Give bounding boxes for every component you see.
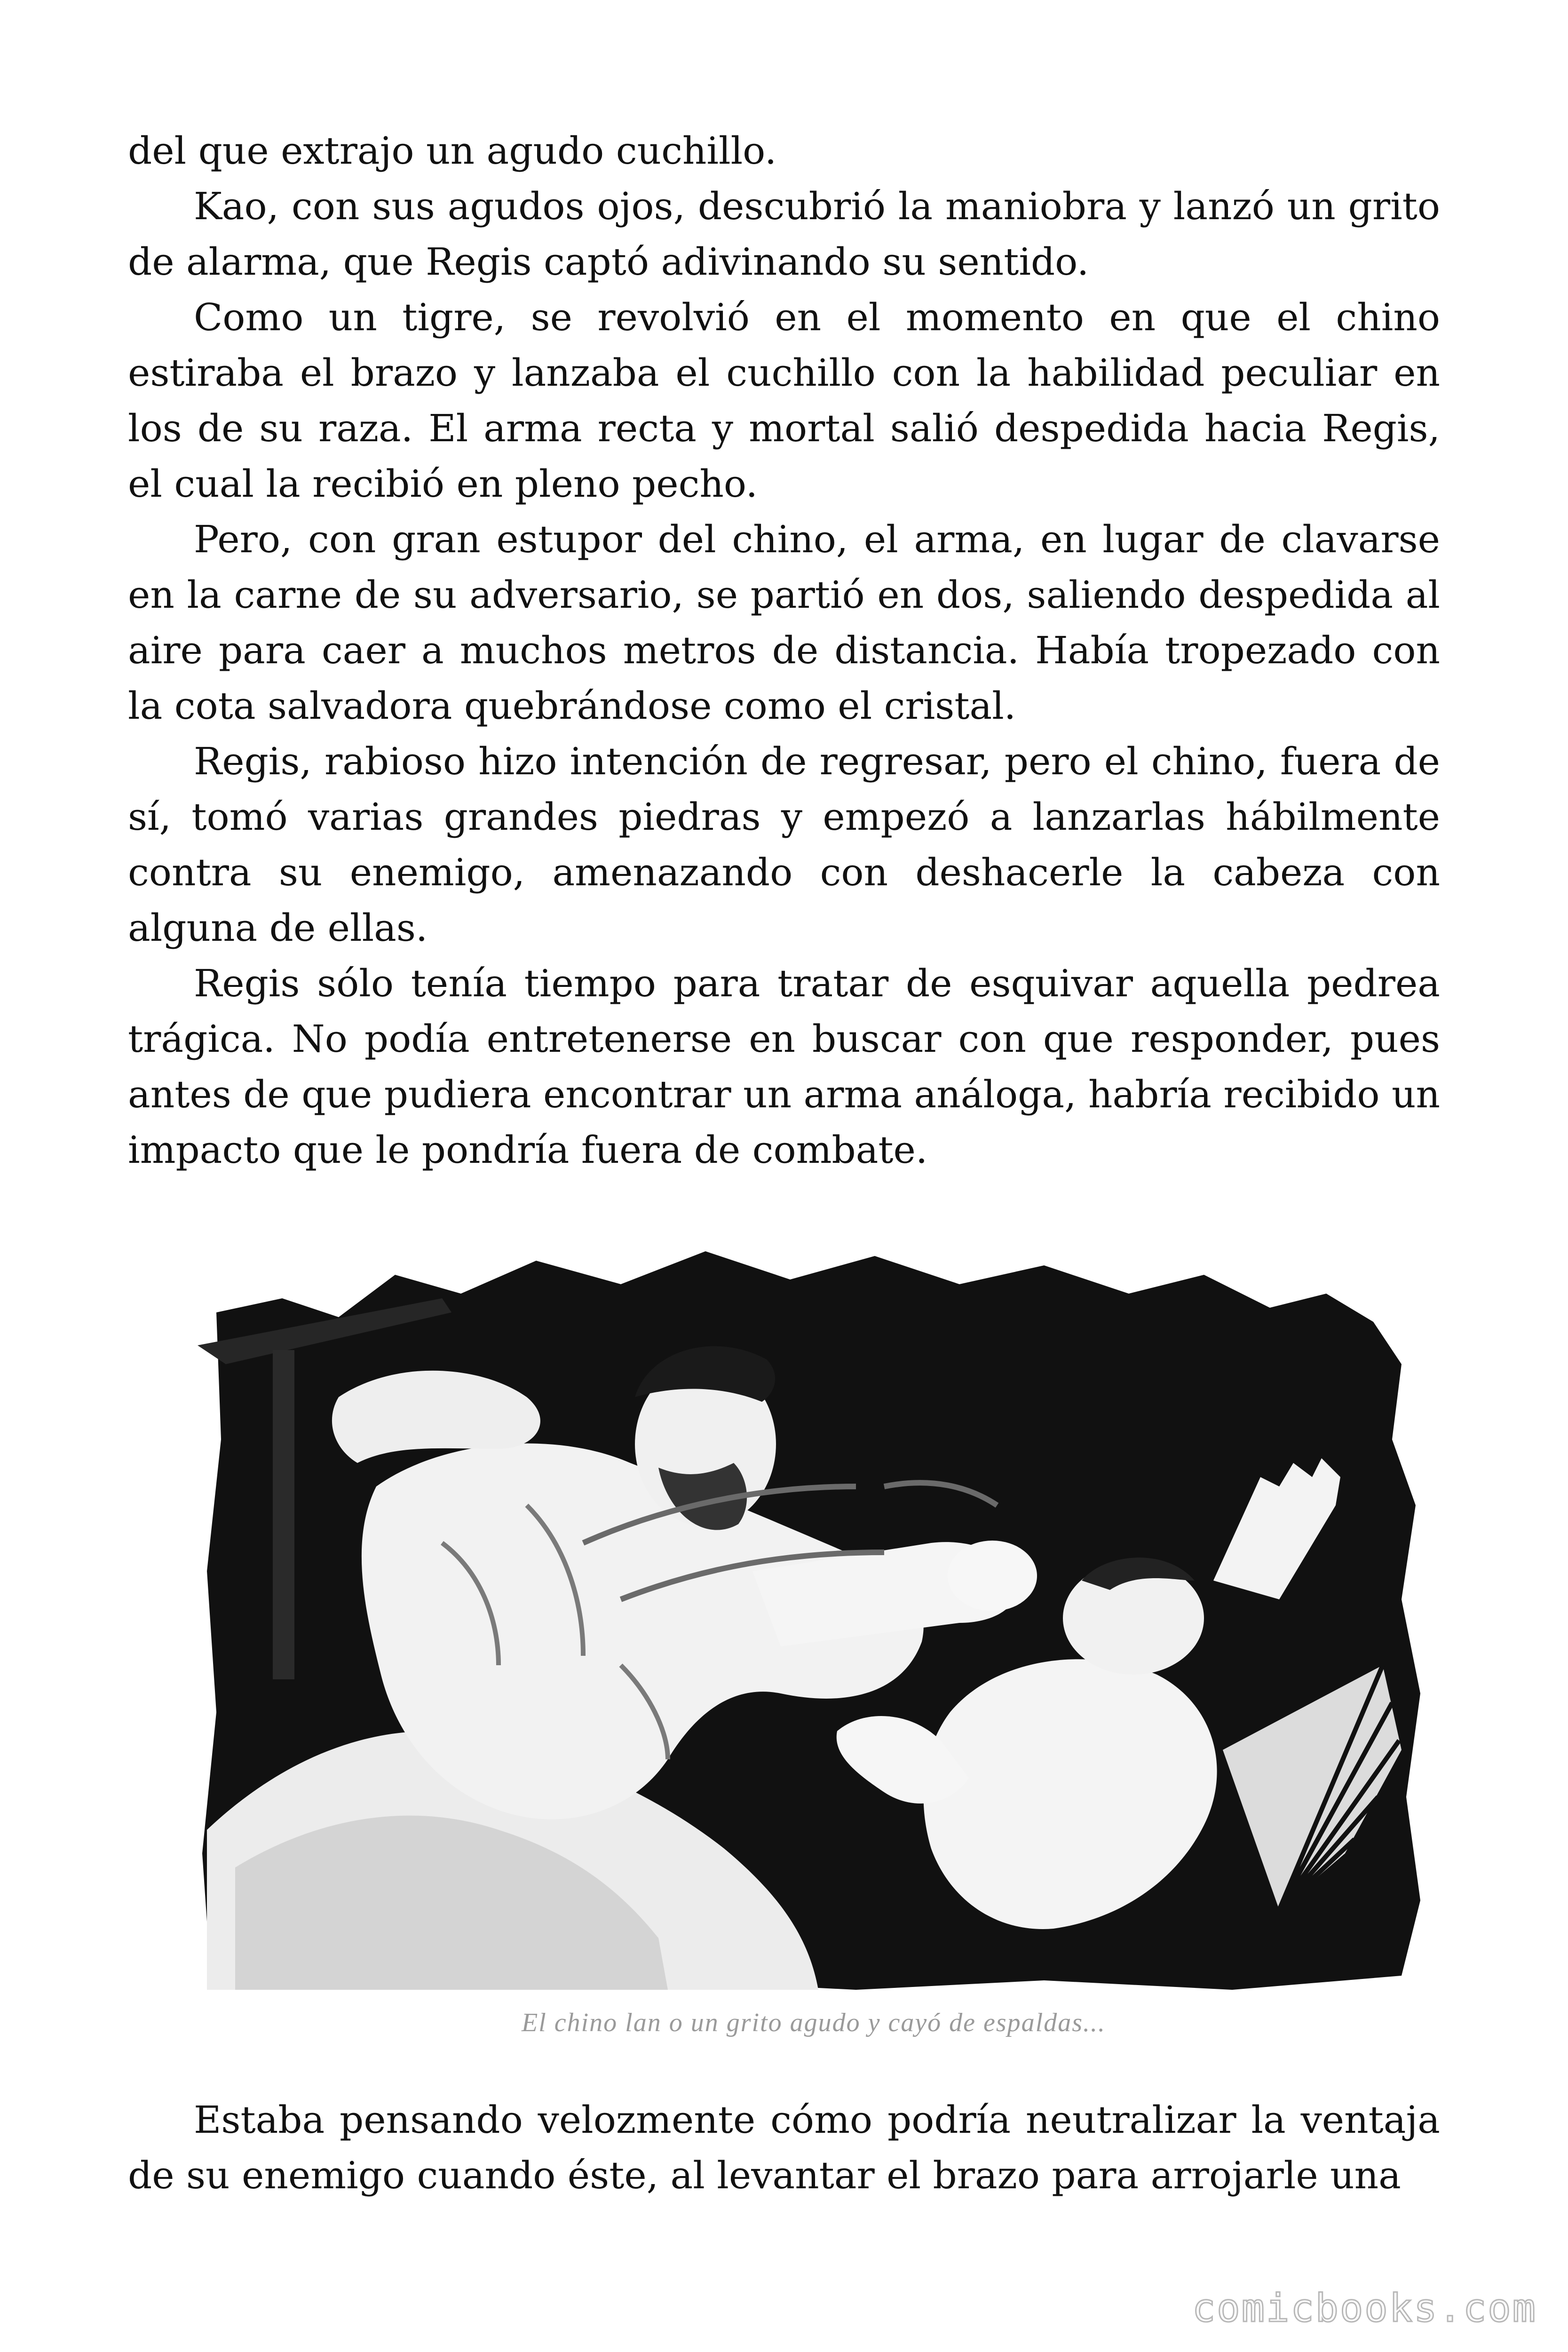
illustration-caption: El chino lan o un grito agudo y cayó de espaldas... bbox=[521, 2008, 1106, 2037]
paragraph: del que extrajo un agudo cuchillo. bbox=[128, 129, 777, 173]
paragraph: Como un tigre, se revolvió en el momento en que el chino estiraba el brazo y lanzaba el cuchillo con la habilidad peculiar en los de su raza. El arma recta y mortal salió despedida hacia Regis, el cual la recibió en pleno pecho. bbox=[128, 295, 1440, 506]
body-text-bottom bbox=[128, 2092, 1440, 2203]
paragraph: Regis sólo tenía tiempo para tratar de esquivar aquella pedrea trágica. No podía entretenerse en buscar con que responder, pues antes de que pudiera encontrar un arma análoga, habría recibido un impacto que le pondría fuera de combate. bbox=[128, 961, 1440, 1172]
fight-illustration bbox=[198, 1242, 1430, 1994]
paragraph: Regis, rabioso hizo intención de regresar, pero el chino, fuera de sí, tomó varias grandes piedras y empezó a lanzarlas hábilmente contra su enemigo, amenazando con deshacerle la cabeza con alguna de ellas. bbox=[128, 739, 1440, 950]
wooden-post bbox=[273, 1350, 294, 1679]
body-text-top bbox=[128, 123, 1440, 1178]
paragraph: Estaba pensando velozmente cómo podría neutralizar la ventaja de su enemigo cuando éste, al levantar el brazo para arrojarle una bbox=[128, 2098, 1440, 2197]
paragraph: Kao, con sus agudos ojos, descubrió la maniobra y lanzó un grito de alarma, que Regis captó adivinando su sentido. bbox=[128, 184, 1440, 284]
paragraph: Pero, con gran estupor del chino, el arma, en lugar de clavarse en la carne de su adversario, se partió en dos, saliendo despedida al aire para caer a muchos metros de distancia. Había tropezado con la cota salvadora quebrándose como el cristal. bbox=[128, 517, 1440, 728]
attacker-fist bbox=[948, 1541, 1037, 1611]
watermark: comicbooks.com bbox=[1192, 2286, 1537, 2331]
